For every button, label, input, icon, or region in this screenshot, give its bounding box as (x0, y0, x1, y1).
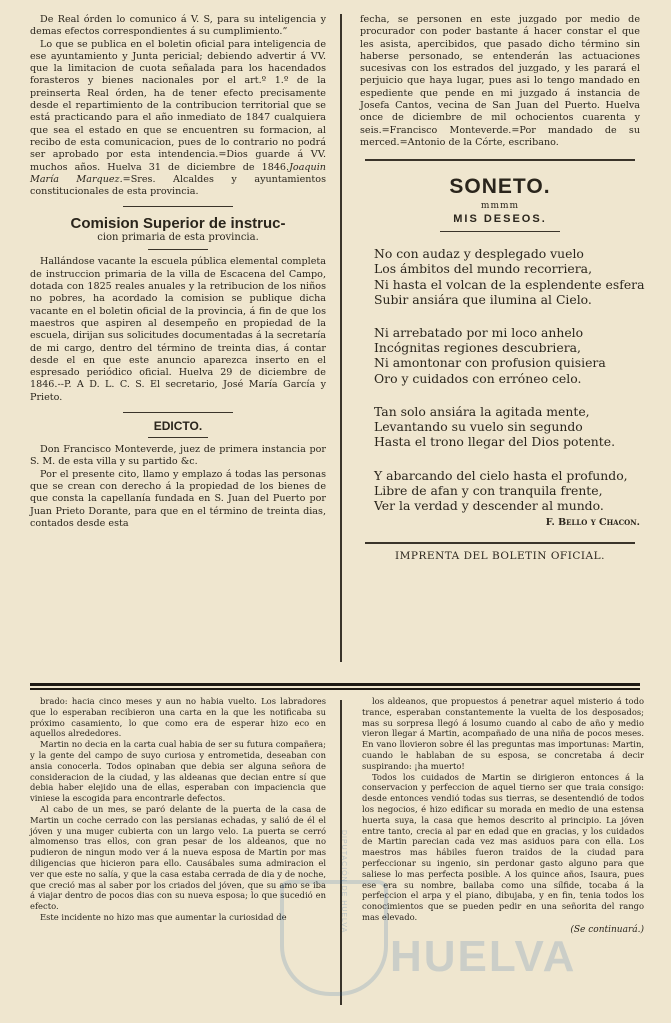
folletin-paragraph: Todos los cuidados de Martin se dirigieron entonces á la conservacion y perfeccion de aquel tierno ser que traia consigo: desde entonces vendió todas sus tierras, se desentendió de todos los negocios, é hizo edificar su morada en medio de una estensa huerta suya, la casa que hemos descrito al principio. La jóven entre tanto, crecia al par en edad que en gracias, y los cuidados de Martin parecian cada vez mas asiduos para con ella. Los maestros mas hábiles fueron traidos de la ciudad para perfeccionar su ingenio, sin perdonar gasto alguno para que saliese lo mas perfecta posible. A los quince años, Isaura, pues ese era su nombre, bailaba como una sílfide, tocaba á la perfeccion el arpa y el piano, dibujaba, y en fin, tenia todos los conocimientos que se pueden pedir en una señorita del rango mas elevado. (362, 771, 644, 922)
edicto-heading: EDICTO. (153, 419, 203, 434)
edicto-judge: Don Francisco Monteverde, juez de primera instancia por S. M. de esta villa y su partido &c. (30, 444, 326, 468)
section-divider (148, 249, 208, 250)
column-divider (340, 14, 342, 662)
section-divider (148, 437, 208, 438)
verse-line: Oro y cuidados con erróneo celo. (374, 370, 582, 386)
verse-line: Incógnitas regiones descubriera, (374, 340, 581, 356)
section-divider (365, 159, 635, 161)
verse-line: Subir ansiára que ilumina al Cielo. (374, 291, 592, 307)
verse-line: Levantando su vuelo sin segundo (374, 419, 583, 435)
comision-paragraph: Hallándose vacante la escuela pública elemental completa de instruccion primaria de la villa de Escacena del Campo, dotada con 1825 reales anuales y la retribucion de los niños no pobres, ha acordado la comision se publique dicha vacante en el boletin oficial de la provincia, á fin de que los maestros que aspiren al desempeño en propiedad de la escuela, dirijan sus solicitudes documentadas á la secretaría de mi cargo, dentro del término de treinta dias, á contar desde el en que este anuncio aparezca inserto en el espresado periódico oficial. Huelva 29 de diciembre de 1846.--P. A D. L. C. S. El secretario, José María García y Prieto. (30, 256, 326, 403)
folletin-paragraph: brado: hacia cinco meses y aun no habia vuelto. Los labradores que lo esperaban recibieron una carta en la que les notificaba su próximo casamiento, lo que como era de esperar hizo eco en aquellos alrededores. (30, 696, 326, 739)
verse-line: No con audaz y desplegado vuelo (374, 246, 584, 262)
section-divider (123, 412, 233, 413)
verse-line: Ni hasta el volcan de la esplendente esfera (374, 276, 645, 292)
watermark-vertical-text: DIPUTACIÓN DE HUELVA (340, 830, 347, 934)
folletin-border-bottom (30, 688, 640, 690)
comision-heading: Comision Superior de instruc- (70, 215, 286, 233)
edicto-continuation: fecha, se personen en este juzgado por medio de procurador con poder bastante á hacer constar el que les asista, apercibidos, que pasado dicho término sin haberse personado, se entenderán las actuaciones sucesivas con los estrados del juzgado, y les parará el perjuicio que haya lugar, pues asi lo tengo mandado en espediente que pende en mi juzgado á instancia de Josefa Cantos, vecina de San Juan del Puerto. Huelva once de diciembre de mil ochocientos cuarenta y seis.=Francisco Monteverde.=Por mandado de su merced.=Antonio de la Córte, escribano. (360, 14, 640, 148)
folletin-paragraph: Al cabo de un mes, se paró delante de la puerta de la casa de Martin un coche cerrado con las persianas echadas, y salió de él el jóven y una muger cubierta con un largo velo. La puerta se cerró almomenso tras ellos, con gran pesar de los aldeanos, que no pudieron de ningun modo ver á la nueva esposa de Martin por mas diligencias que hicieron para ello. Causábales suma admiracion el ver que este no salía, y que la casa estaba cerrada de dia y de noche, que creció mas al saber por los criados del jóven, que su amo se iba á viajar dentro de pocos dias con su nueva esposa; lo que sucedió en efecto. (30, 803, 326, 912)
printer-imprint: IMPRENTA DEL BOLETIN OFICIAL. (395, 550, 605, 563)
continued-note: (Se continuará.) (570, 924, 644, 935)
soneto-heading: SONETO. (449, 175, 551, 199)
verse-line: Tan solo ansiára la agitada mente, (374, 403, 590, 419)
signature-name: Joaquin María Marquez. (30, 161, 326, 185)
comision-subheading: cion primaria de esta provincia. (97, 232, 259, 244)
right-column (360, 14, 645, 563)
left-column (30, 14, 326, 530)
folletin-left-column (30, 696, 326, 923)
verse-line: Libre de afan y con tranquila frente, (374, 482, 603, 498)
poem-subtitle: MIS DESEOS. (453, 213, 547, 226)
poem-stanza-4 (374, 468, 640, 514)
poem-author: F. Bello y Chacon. (545, 517, 640, 529)
verse-line: Los ámbitos del mundo recorriera, (374, 261, 593, 277)
verse-line: Hasta el trono llegar del Dios potente. (374, 434, 616, 450)
edicto-paragraph: Por el presente cito, llamo y emplazo á todas las personas que se crean con derecho á la propiedad de los bienes de que consta la capellanía fundada en S. Juan del Puerto por Juan Prieto Dorante, para que en el término de treinta dias, contados desde esta (30, 468, 326, 529)
poem-stanza-3 (374, 404, 640, 450)
section-divider (365, 542, 635, 544)
notice-paragraph: Lo que se publica en el boletin oficial para inteligencia de ese ayuntamiento y Junta pericial; debiendo advertir á VV. que la limitacion de cuota señalada para los hacendados forasteros y bienes nacionales por el art.º 1.º de la preinserta Real órden, ha de tener efecto precisamente desde el repartimiento de la contribucion territorial que se está practicando para el año inmediato de 1847 cualquiera que sea el estado en que se encuentren su formacion, al recibo de esta comunicacion, pues de lo contrario no podrá ser aprobado por esta intendencia.=Dios guarde á VV. muchos años. Huelva 31 de diciembre de 1846.Joaquin María Marquez.=Sres. Alcaldes y ayuntamientos constitucionales de esta provincia. (30, 38, 326, 198)
section-divider (440, 231, 560, 232)
verse-line: Ni amontonar con profusion quisiera (374, 355, 606, 371)
folletin-paragraph: los aldeanos, que propuestos á penetrar aquel misterio á todo trance, esperaban constantemente la vuelta de los desposados; mas su sorpresa llegó á losumo cuando al cabo de año y medio vieron llegar á Martin, acompañado de una niña de pocos meses. En vano llovieron sobre él las preguntas mas importunas: Martin, cuando le hablaban de su esposa, se concretaba á decir suspirando: ¡ha muerto! (362, 696, 644, 771)
verse-line: Y abarcando del cielo hasta el profundo, (374, 467, 628, 483)
verse-line: Ver la verdad y descender al mundo. (374, 497, 604, 513)
folletin-paragraph: Martin no decia en la carta cual habia de ser su futura compañera; y la gente del campo de suyo curiosa y entrometida, deseaban con ansia conocerla. Todos opinaban que debia ser alguna señora de consideracion de la ciudad, y las aldeanas que decian entre sí que debia haber elejido una de ellas, esperaban con impaciencia que viniese la escogida para encontrarle defectos. (30, 739, 326, 804)
poem-stanza-2 (374, 325, 640, 386)
folletin-right-column (362, 696, 644, 935)
ornament-flourish: mmmm (480, 201, 520, 212)
folletin-paragraph: Este incidente no hizo mas que aumentar la curiosidad de (40, 911, 287, 922)
watermark-text: HUELVA (390, 932, 577, 981)
verse-line: Ni arrebatado por mi loco anhelo (374, 325, 584, 341)
folletin-border-top (30, 683, 640, 686)
section-divider (123, 206, 233, 207)
poem-stanza-1 (374, 246, 645, 307)
intro-paragraph: De Real órden lo comunico á V. S, para su inteligencia y demas efectos correspondientes á su cumplimiento.” (30, 14, 326, 38)
